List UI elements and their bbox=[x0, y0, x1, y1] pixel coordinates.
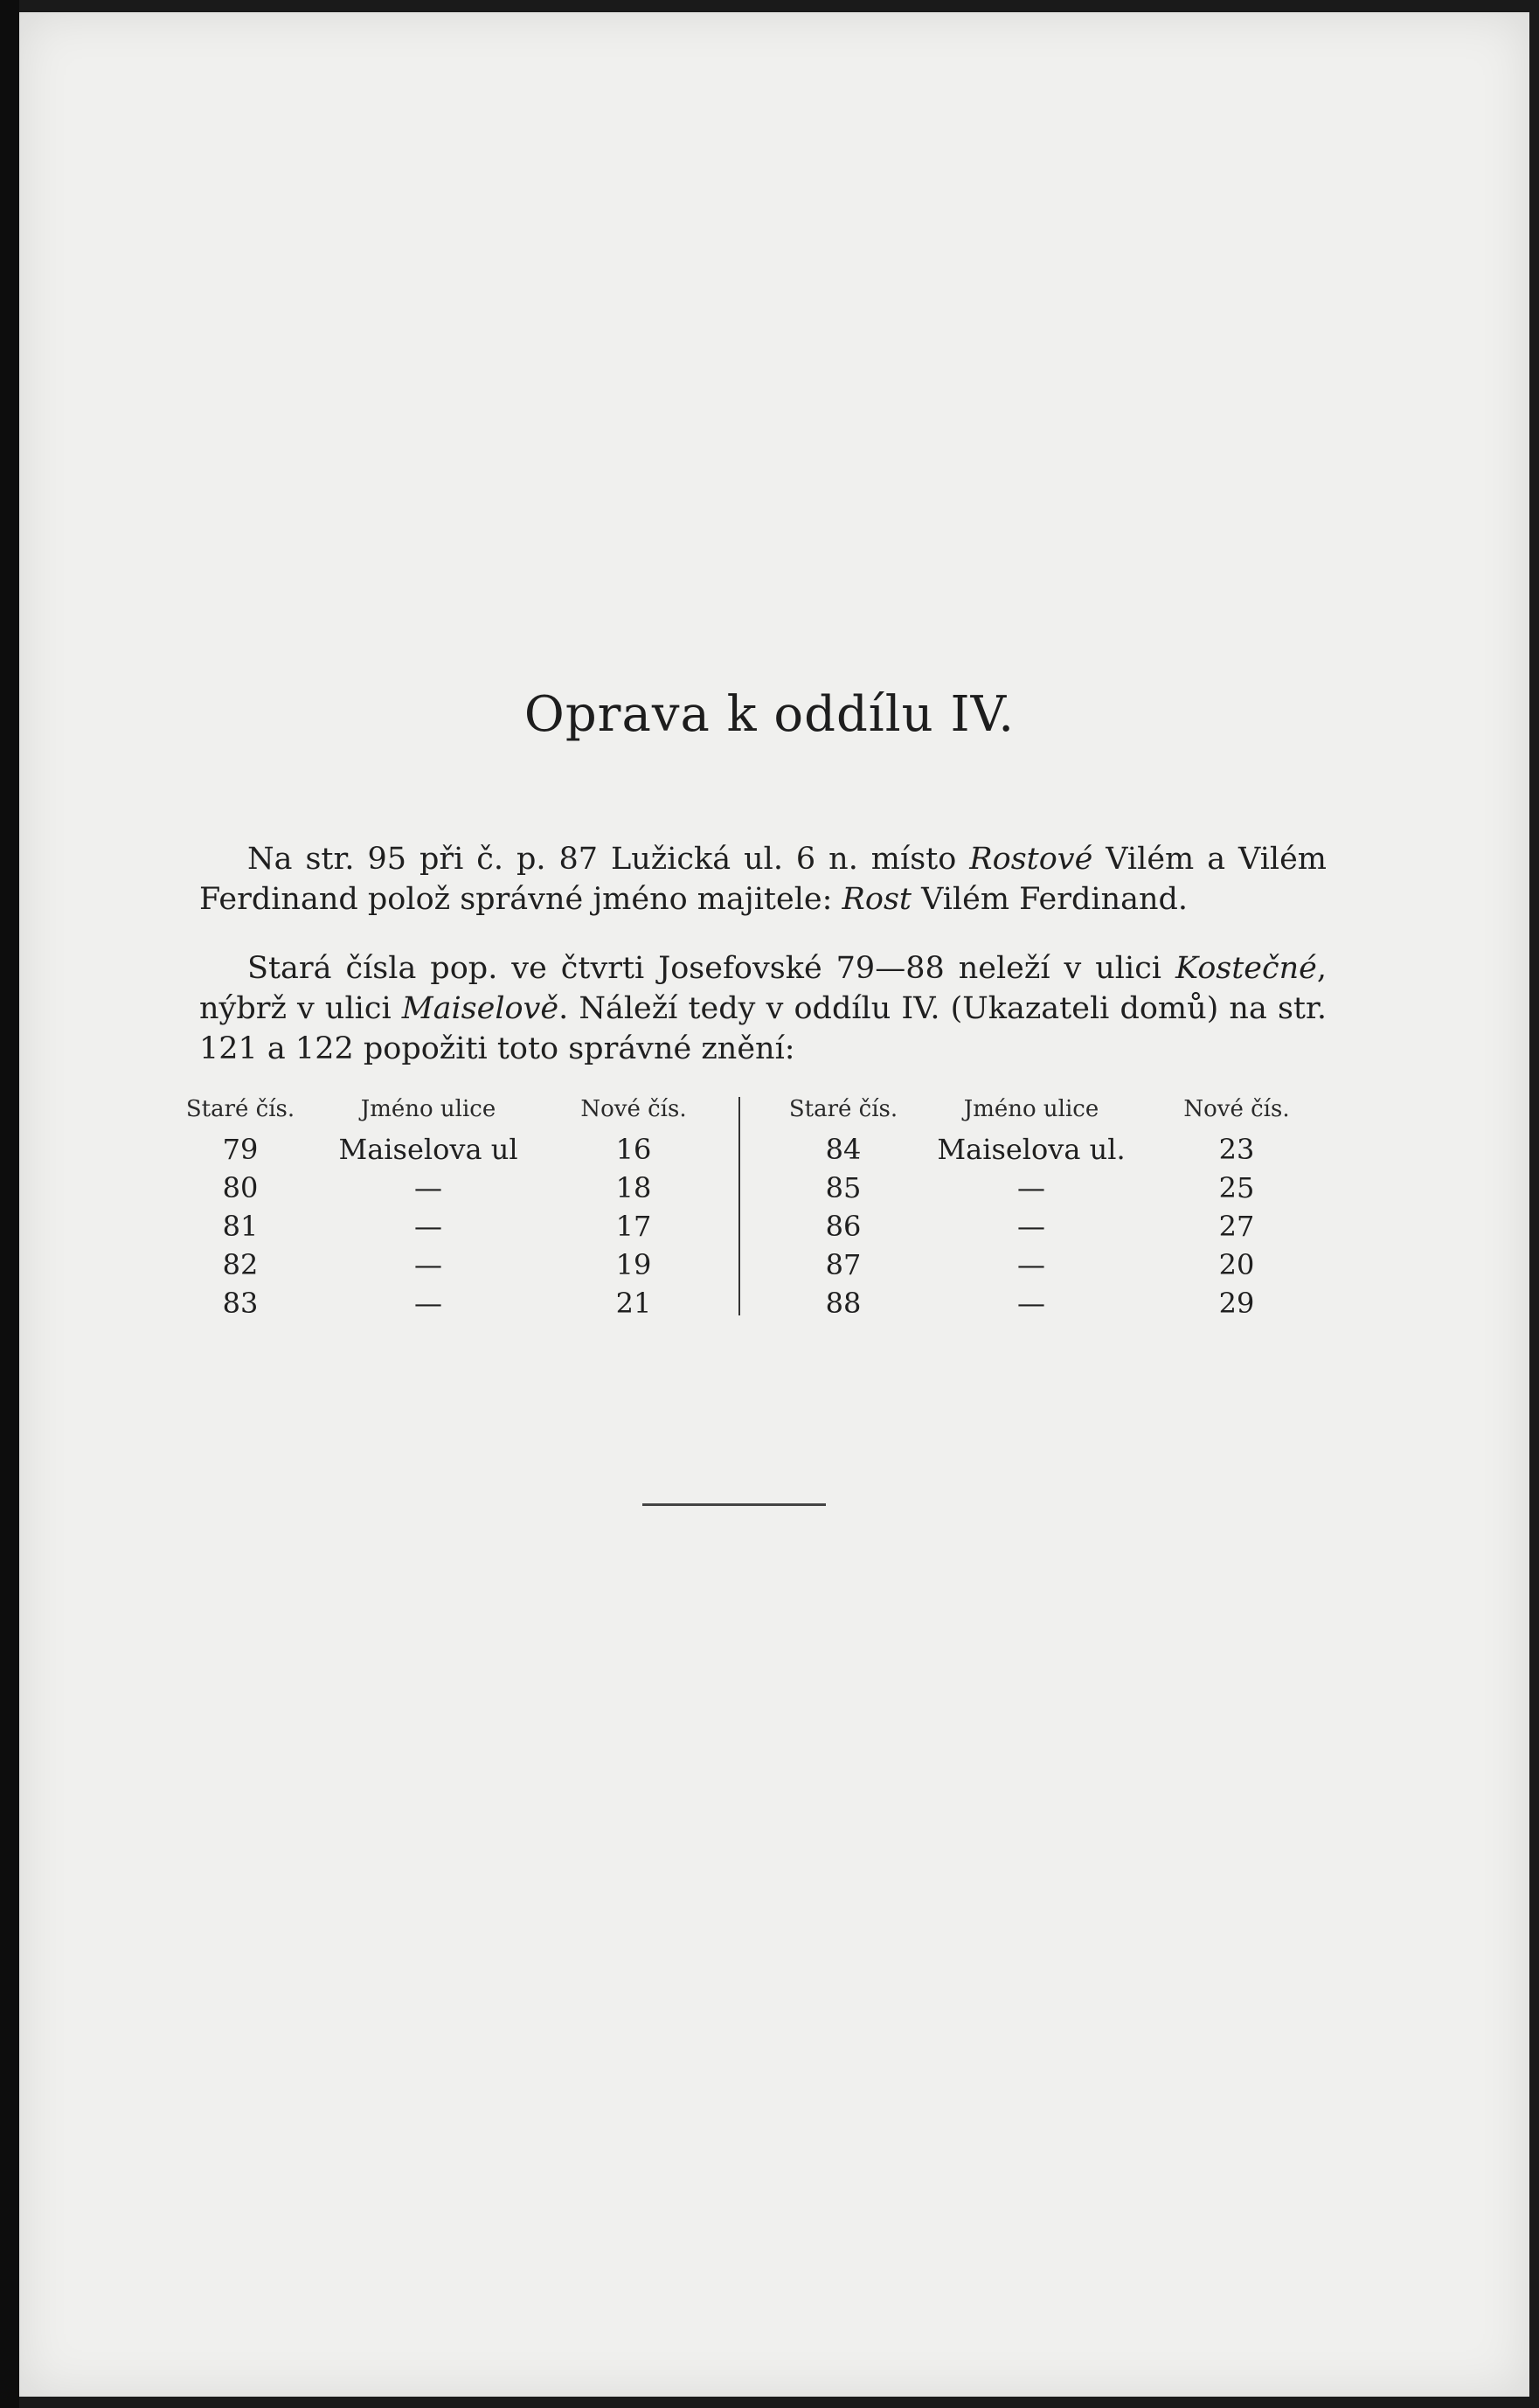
closing-rule bbox=[642, 1503, 826, 1506]
p2-italic-2: Maiselově bbox=[401, 991, 559, 1026]
page-title: Oprava k oddílu IV. bbox=[523, 686, 1016, 743]
paragraph-correction-2 bbox=[199, 948, 1327, 1069]
cell-new: 20 bbox=[1218, 1248, 1255, 1281]
cell-street: Maiselova ul. bbox=[937, 1133, 1126, 1166]
table-left-half bbox=[184, 1088, 708, 1322]
cell-street: — bbox=[1017, 1287, 1045, 1320]
cell-street: — bbox=[1017, 1210, 1045, 1243]
p1-italic-1: Rostové bbox=[969, 842, 1093, 877]
cell-street: — bbox=[414, 1171, 442, 1204]
cell-new: 23 bbox=[1218, 1133, 1255, 1166]
cell-street: — bbox=[1017, 1171, 1045, 1204]
cell-street: Maiselova ul bbox=[338, 1133, 518, 1166]
cell-old: 79 bbox=[222, 1133, 259, 1166]
table-row bbox=[184, 1246, 708, 1284]
cell-new: 29 bbox=[1218, 1287, 1255, 1320]
paragraph-correction-1 bbox=[199, 839, 1327, 919]
cell-old: 80 bbox=[222, 1171, 259, 1204]
cell-old: 83 bbox=[222, 1287, 259, 1320]
table-column-divider bbox=[738, 1097, 740, 1315]
cell-old: 87 bbox=[825, 1248, 862, 1281]
scan-left-edge bbox=[0, 0, 19, 2408]
table-row bbox=[184, 1130, 708, 1169]
cell-old: 88 bbox=[825, 1287, 862, 1320]
header-street-name: Jméno ulice bbox=[360, 1096, 496, 1122]
header-old-number: Staré čís. bbox=[788, 1096, 898, 1122]
table-row bbox=[787, 1130, 1311, 1169]
table-row bbox=[787, 1246, 1311, 1284]
table-row bbox=[787, 1284, 1311, 1322]
cell-old: 85 bbox=[825, 1171, 862, 1204]
cell-old: 86 bbox=[825, 1210, 862, 1243]
table-header-row bbox=[787, 1088, 1311, 1130]
p1-text-1: Na str. 95 při č. p. 87 Lužická ul. 6 n. místo bbox=[247, 842, 970, 877]
cell-new: 21 bbox=[615, 1287, 652, 1320]
p2-text-1: Stará čísla pop. ve čtvrti Josefovské 79—88 neleží v ulici bbox=[247, 951, 1175, 986]
table-row bbox=[787, 1207, 1311, 1246]
header-new-number: Nové čís. bbox=[580, 1096, 687, 1122]
cell-street: — bbox=[414, 1210, 442, 1243]
cell-new: 25 bbox=[1218, 1171, 1255, 1204]
table-row bbox=[184, 1169, 708, 1207]
header-street-name: Jméno ulice bbox=[963, 1096, 1099, 1122]
p2-text-3: . Náleží tedy v oddílu IV. (Ukazateli domů) na str. 121 a 122 popožiti toto správné znění: bbox=[199, 991, 1327, 1066]
cell-old: 82 bbox=[222, 1248, 259, 1281]
cell-old: 84 bbox=[825, 1133, 862, 1166]
p2-text-2: , nýbrž v ulici bbox=[199, 951, 1327, 1026]
table-row bbox=[184, 1207, 708, 1246]
cell-new: 18 bbox=[615, 1171, 652, 1204]
cell-street: — bbox=[1017, 1248, 1045, 1281]
p1-italic-2: Rost bbox=[842, 882, 912, 917]
p1-text-2: Vilém a Vilém Ferdinand polož správné jméno majitele: bbox=[199, 842, 1327, 917]
header-new-number: Nové čís. bbox=[1183, 1096, 1290, 1122]
table-row bbox=[787, 1169, 1311, 1207]
table-header-row bbox=[184, 1088, 708, 1130]
cell-new: 19 bbox=[615, 1248, 652, 1281]
house-number-table bbox=[184, 1088, 1337, 1324]
cell-old: 81 bbox=[222, 1210, 259, 1243]
cell-new: 27 bbox=[1218, 1210, 1255, 1243]
cell-new: 17 bbox=[615, 1210, 652, 1243]
p1-text-3: Vilém Ferdinand. bbox=[911, 882, 1189, 917]
cell-new: 16 bbox=[615, 1133, 652, 1166]
cell-street: — bbox=[414, 1248, 442, 1281]
cell-street: — bbox=[414, 1287, 442, 1320]
header-old-number: Staré čís. bbox=[185, 1096, 295, 1122]
table-right-half bbox=[787, 1088, 1311, 1322]
table-row bbox=[184, 1284, 708, 1322]
p2-italic-1: Kostečné bbox=[1175, 951, 1317, 986]
